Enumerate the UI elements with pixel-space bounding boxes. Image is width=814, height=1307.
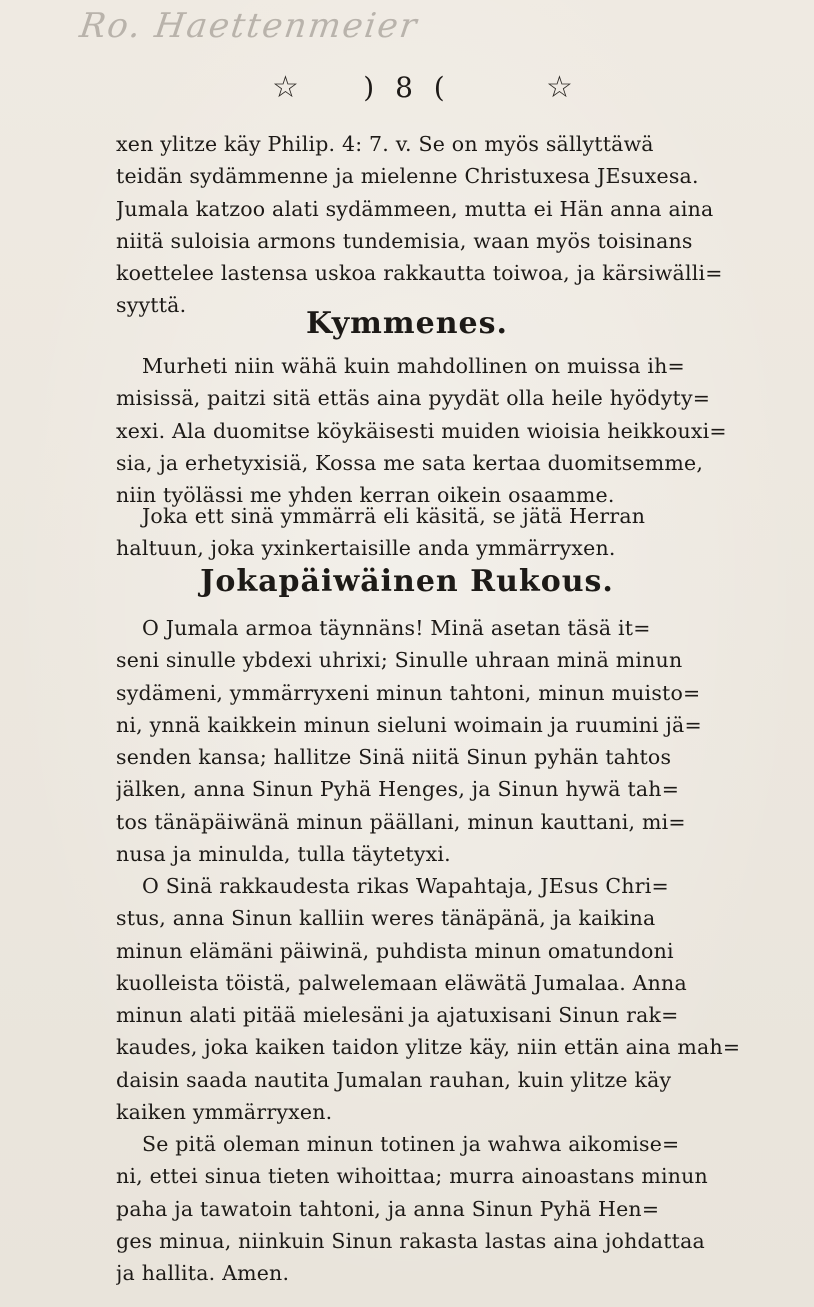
text-line: Murheti niin wähä kuin mahdollinen on muissa ih= xyxy=(142,354,685,378)
paragraph-prayer-1 xyxy=(116,612,748,870)
text-line: kuolleista töistä, palwelemaan eläwätä Jumalaa. Anna xyxy=(116,970,687,995)
text-line: xexi. Ala duomitse köykäisesti muiden wioisia heikkouxi= xyxy=(116,418,727,443)
text-line: sia, ja erhetyxisiä, Kossa me sata kertaa duomitsemme, xyxy=(116,450,704,475)
text-line: paha ja tawatoin tahtoni, ja anna Sinun Pyhä Hen= xyxy=(116,1196,660,1221)
page-number: ) 8 ( xyxy=(363,71,451,104)
paragraph-intro xyxy=(116,128,748,322)
text-line: xen ylitze käy Philip. 4: 7. v. Se on myös sällyttäwä xyxy=(116,132,654,156)
text-line: sydämeni, ymmärryxeni minun tahtoni, minun muisto= xyxy=(116,680,701,705)
handwritten-inscription: Ro. Haettenmeier xyxy=(77,6,421,46)
text-line: niitä suloisia armons tundemisia, waan myös toisinans xyxy=(116,228,693,253)
text-line: jälken, anna Sinun Pyhä Henges, ja Sinun hywä tah= xyxy=(116,777,680,802)
section-heading-rukous: Jokapäiwäinen Rukous. xyxy=(200,564,614,599)
text-line: minun alati pitää mielesäni ja ajatuxisani Sinun rak= xyxy=(116,1003,679,1028)
text-line: kaiken ymmärryxen. xyxy=(116,1100,333,1125)
paragraph-joka xyxy=(116,500,748,565)
section-heading-kymmenes: Kymmenes. xyxy=(306,306,508,341)
text-line: stus, anna Sinun kalliin weres tänäpänä, ja kaikina xyxy=(116,906,656,931)
text-line: ges minua, niinkuin Sinun rakasta lastas aina johdattaa xyxy=(116,1228,705,1253)
text-line: seni sinulle ybdexi uhrixi; Sinulle uhraan minä minun xyxy=(116,648,683,673)
text-line: ni, ettei sinua tieten wihoittaa; murra ainoastans minun xyxy=(116,1164,708,1189)
star-ornament-left-icon: ☆ xyxy=(272,70,299,105)
text-line: Joka ett sinä ymmärrä eli käsitä, se jätä Herran xyxy=(142,504,646,528)
text-line: O Sinä rakkaudesta rikas Wapahtaja, JEsus Chri= xyxy=(142,874,669,898)
text-line: ni, ynnä kaikkein minun sieluni woimain ja ruumini jä= xyxy=(116,712,702,737)
text-line: tos tänäpäiwänä minun päällani, minun kauttani, mi= xyxy=(116,809,686,834)
text-line: kaudes, joka kaiken taidon ylitze käy, niin ettän aina mah= xyxy=(116,1035,741,1060)
text-line: daisin saada nautita Jumalan rauhan, kuin ylitze käy xyxy=(116,1067,672,1092)
text-line: Se pitä oleman minun totinen ja wahwa aikomise= xyxy=(142,1132,680,1156)
text-line: syyttä. xyxy=(116,293,187,318)
paragraph-prayer-3 xyxy=(116,1128,748,1289)
text-line: Jumala katzoo alati sydämmeen, mutta ei Hän anna aina xyxy=(116,196,714,221)
paragraph-prayer-2 xyxy=(116,870,748,1128)
text-line: O Jumala armoa täynnäns! Minä asetan täsä it= xyxy=(142,616,651,640)
text-line: misissä, paitzi sitä ettäs aina pyydät olla heile hyödyty= xyxy=(116,386,711,411)
text-line: haltuun, joka yxinkertaisille anda ymmärryxen. xyxy=(116,536,616,561)
text-line: senden kansa; hallitze Sinä niitä Sinun pyhän tahtos xyxy=(116,745,672,770)
text-line: teidän sydämmenne ja mielenne Christuxesa JEsuxesa. xyxy=(116,164,699,189)
text-line: nusa ja minulda, tulla täytetyxi. xyxy=(116,842,451,867)
text-line: minun elämäni päiwinä, puhdista minun omatundoni xyxy=(116,938,674,963)
text-line: koettelee lastensa uskoa rakkautta toiwoa, ja kärsiwälli= xyxy=(116,261,723,286)
text-line: ja hallita. Amen. xyxy=(116,1261,290,1286)
page-header xyxy=(0,68,814,108)
text-line: niin työlässi me yhden kerran oikein osaamme. xyxy=(116,483,615,508)
paragraph-murheti xyxy=(116,350,748,511)
star-ornament-right-icon: ☆ xyxy=(546,70,573,105)
